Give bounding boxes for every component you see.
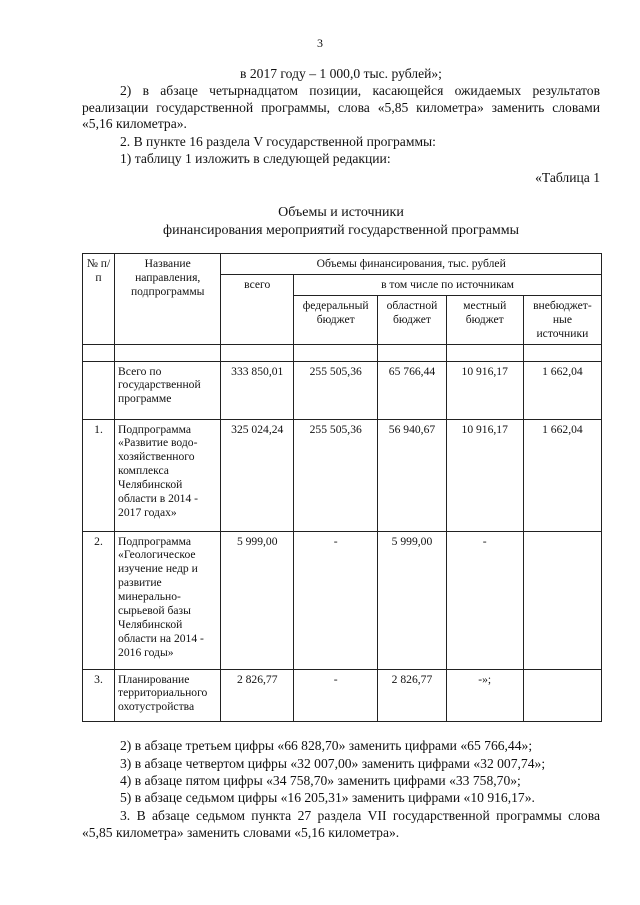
- row-total: 333 850,01: [221, 361, 294, 419]
- row-regional: 2 826,77: [378, 669, 446, 721]
- row-total: 2 826,77: [221, 669, 294, 721]
- header-offbudget: внебюджет-ные источники: [523, 295, 601, 344]
- row-regional: 5 999,00: [378, 531, 446, 669]
- outro-line-4: 5) в абзаце седьмом цифры «16 205,31» заменить цифрами «10 916,17».: [120, 790, 535, 805]
- spacer-cell: [115, 344, 221, 361]
- row-offbudget: 1 662,04: [523, 361, 601, 419]
- row-local: -: [446, 531, 523, 669]
- row-num: 1.: [83, 419, 115, 531]
- row-name: Подпрограмма «Геологическое изучение недр и развитие минерально-сырьевой базы Челябинской области на 2014 - 2016 годы»: [115, 531, 221, 669]
- row-num: 3.: [83, 669, 115, 721]
- header-local: местный бюджет: [446, 295, 523, 344]
- row-offbudget: [523, 669, 601, 721]
- row-total: 325 024,24: [221, 419, 294, 531]
- outro-paragraph-5: 3. В абзаце седьмом пункта 27 раздела VII государственной программы слова «5,85 километра» заменить словами «5,16 километра».: [82, 808, 600, 840]
- table-row: [83, 531, 602, 669]
- row-federal: 255 505,36: [294, 361, 378, 419]
- intro-paragraph-2: 2) в абзаце четырнадцатом позиции, касающейся ожидаемых результатов реализации государственной программы, слова «5,85 километра» заменить словами «5,16 километра».: [82, 83, 600, 132]
- spacer-cell: [221, 344, 294, 361]
- row-offbudget: 1 662,04: [523, 419, 601, 531]
- header-total: всего: [221, 274, 294, 344]
- intro-paragraph-4: 1) таблицу 1 изложить в следующей редакции:: [120, 151, 391, 166]
- row-federal: -: [294, 531, 378, 669]
- header-by-source: в том числе по источникам: [294, 274, 602, 295]
- spacer-cell: [294, 344, 378, 361]
- row-local: -»;: [446, 669, 523, 721]
- row-num: [83, 361, 115, 419]
- row-local: 10 916,17: [446, 361, 523, 419]
- spacer-cell: [378, 344, 446, 361]
- row-total: 5 999,00: [221, 531, 294, 669]
- row-name: Подпрограмма «Развитие водо-хозяйственного комплекса Челябинской области в 2014 - 2017 годах»: [115, 419, 221, 531]
- page-number: 3: [317, 36, 323, 50]
- intro-line-1: в 2017 году – 1 000,0 тыс. рублей»;: [240, 66, 442, 81]
- row-federal: 255 505,36: [294, 419, 378, 531]
- outro-line-3: 4) в абзаце пятом цифры «34 758,70» заменить цифрами «33 758,70»;: [120, 773, 521, 788]
- table-row: [83, 669, 602, 721]
- header-federal: федеральный бюджет: [294, 295, 378, 344]
- spacer-cell: [523, 344, 601, 361]
- header-volumes: Объемы финансирования, тыс. рублей: [221, 254, 602, 275]
- header-regional: областной бюджет: [378, 295, 446, 344]
- header-name: Название направления, подпрограммы: [115, 254, 221, 345]
- row-local: 10 916,17: [446, 419, 523, 531]
- table-title-line-1: Объемы и источники: [278, 205, 404, 220]
- row-num: 2.: [83, 531, 115, 669]
- table-reference: «Таблица 1: [535, 170, 600, 185]
- header-num: № п/п: [83, 254, 115, 345]
- spacer-cell: [446, 344, 523, 361]
- outro-line-2: 3) в абзаце четвертом цифры «32 007,00» заменить цифрами «32 007,74»;: [120, 756, 546, 771]
- row-federal: -: [294, 669, 378, 721]
- table-title-line-2: финансирования мероприятий государственной программы: [163, 223, 519, 238]
- row-regional: 65 766,44: [378, 361, 446, 419]
- financing-table: [82, 253, 602, 722]
- spacer-cell: [83, 344, 115, 361]
- row-name: Планирование территориального охотустройства: [115, 669, 221, 721]
- intro-paragraph-3: 2. В пункте 16 раздела V государственной программы:: [120, 134, 436, 149]
- row-regional: 56 940,67: [378, 419, 446, 531]
- header-spacer-row: [83, 344, 602, 361]
- table-row: [83, 361, 602, 419]
- table-row: [83, 419, 602, 531]
- outro-line-1: 2) в абзаце третьем цифры «66 828,70» заменить цифрами «65 766,44»;: [120, 738, 533, 753]
- row-offbudget: [523, 531, 601, 669]
- row-name: Всего по государственной программе: [115, 361, 221, 419]
